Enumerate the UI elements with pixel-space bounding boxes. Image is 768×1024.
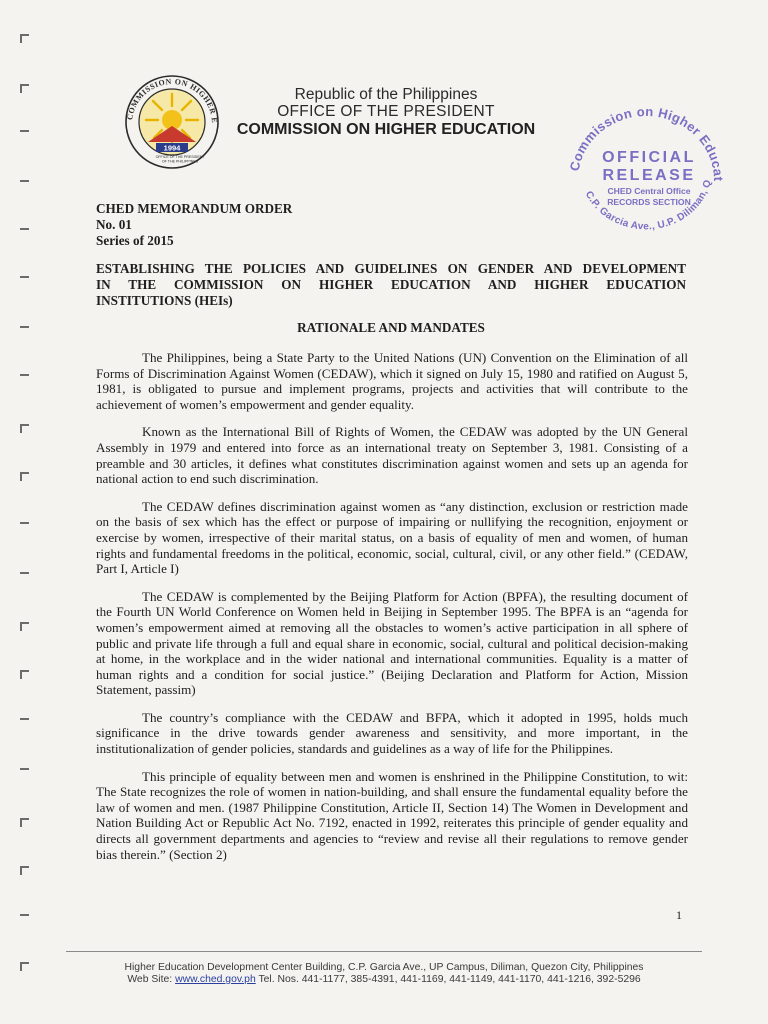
- binding-mark: [20, 472, 29, 474]
- stamp-central-office: CHED Central Office: [607, 186, 691, 196]
- stamp-bottom-text: C.P. Garcia Ave., U.P. Diliman, Q: [582, 178, 714, 233]
- footer-website-label: Web Site:: [127, 974, 173, 985]
- binding-mark: [20, 572, 29, 574]
- header-office: OFFICE OF THE PRESIDENT: [277, 103, 495, 120]
- stamp-records-section: RECORDS SECTION: [607, 197, 691, 207]
- binding-mark: [20, 914, 29, 916]
- binding-mark: [20, 622, 29, 624]
- official-release-stamp: [562, 100, 730, 250]
- binding-mark: [20, 670, 29, 672]
- ched-seal: [118, 70, 226, 170]
- binding-mark: [20, 34, 29, 36]
- footer-phones: Tel. Nos. 441-1177, 385-4391, 441-1169, 441-1149, 441-1170, 441-1216, 392-5296: [258, 974, 641, 985]
- binding-mark: [20, 866, 29, 868]
- footer-address: Higher Education Development Center Building, C.P. Garcia Ave., UP Campus, Diliman, Quezon City, Philippines: [124, 962, 644, 973]
- seal-ring-text: COMMISSION ON HIGHER E: [125, 76, 220, 124]
- binding-mark: [20, 374, 29, 376]
- seal-sub-text-1: OFFICE OF THE PRESIDENT: [155, 155, 205, 159]
- memo-id-block: [96, 201, 292, 249]
- binding-mark: [20, 228, 29, 230]
- paragraph: The Philippines, being a State Party to the United Nations (UN) Convention on the Elimination of all Forms of Discrimination Against Women (CEDAW), which it signed on July 15, 1980 and ratified on August 5, 1981, is obligated to pursue and implement programs, projects and activities that will contribute to the achievement of women’s empowerment and gender equality.: [96, 350, 688, 412]
- footer-website-link[interactable]: www.ched.gov.ph: [175, 974, 256, 985]
- binding-mark: [20, 180, 29, 182]
- memo-type: CHED MEMORANDUM ORDER: [96, 201, 293, 216]
- stamp-release: RELEASE: [602, 167, 696, 184]
- stamp-graphic: [562, 100, 730, 250]
- memo-number: No. 01: [96, 217, 132, 232]
- binding-mark: [20, 276, 29, 278]
- section-heading: RATIONALE AND MANDATES: [297, 320, 485, 335]
- paragraph: The CEDAW defines discrimination against women as “any distinction, exclusion or restriction made on the basis of sex which has the effect or purpose of impairing or nullifying the recognition, enjoyment or exercise by women, irrespective of their marital status, on a basis of equality of men and women, of human rights and fundamental freedoms in the political, economic, social, cultural, civil, or any other field.” (CEDAW, Part I, Article I): [96, 498, 688, 577]
- seal-year: 1994: [163, 143, 181, 153]
- seal-graphic: [118, 70, 226, 170]
- paragraph: The country’s compliance with the CEDAW and BFPA, which it adopted in 1995, holds much significance in the drive towards gender awareness and sensitivity, and more important, in the institutionalization of gender policies, standards and guidelines as a way of life for the Philippines.: [96, 709, 688, 757]
- header-commission: COMMISSION ON HIGHER EDUCATION: [236, 121, 536, 138]
- binding-mark: [20, 962, 29, 964]
- memo-title-line-2: IN THE COMMISSION ON HIGHER EDUCATION AND HIGHER EDUCATION: [96, 277, 686, 292]
- binding-mark: [20, 522, 29, 524]
- memo-title: [96, 261, 686, 309]
- paragraph: Known as the International Bill of Rights of Women, the CEDAW was adopted by the UN General Assembly in 1979 and entered into force as an international treaty on September 3, 1981. Consisting of a preamble and 30 articles, it defines what constitutes discrimination against women and sets up an agenda for national action to end such discrimination.: [96, 424, 688, 487]
- binding-mark: [20, 768, 29, 770]
- footer-divider: [66, 951, 702, 952]
- memo-title-line-3: INSTITUTIONS (HEIs): [96, 293, 233, 308]
- seal-sub-text-2: OF THE PHILIPPINES: [161, 159, 199, 164]
- stamp-official: OFFICIAL: [602, 149, 696, 166]
- binding-mark: [20, 818, 29, 820]
- binding-mark: [20, 424, 29, 426]
- body-text: [96, 350, 688, 874]
- memo-series: Series of 2015: [96, 233, 174, 248]
- memo-title-line-1: ESTABLISHING THE POLICIES AND GUIDELINES ON GENDER AND DEVELOPMENT: [96, 261, 686, 276]
- letterhead: [236, 86, 536, 140]
- footer-contact: [66, 974, 702, 986]
- binding-mark: [20, 718, 29, 720]
- binding-mark: [20, 130, 29, 132]
- footer: [66, 962, 702, 986]
- page-number: 1: [676, 908, 682, 922]
- paragraph: This principle of equality between men and women is enshrined in the Philippine Constitution, to wit: The State recognizes the role of women in nation-building, and shall ensure the fundamental equality before the law of women and men. (1987 Philippine Constitution, Article II, Section 14) The Women in Development and Nation Building Act or Republic Act No. 7192, enacted in 1992, reiterates this principle of gender equality and directs all government departments and agencies to “review and revise all their regulations to remove gender bias therein.” (Section 2): [96, 768, 688, 862]
- binding-mark: [20, 326, 29, 328]
- binding-mark: [20, 84, 29, 86]
- stamp-ring-text: Commission on Higher Educat: [566, 103, 727, 182]
- header-republic: Republic of the Philippines: [294, 86, 478, 103]
- paragraph: The CEDAW is complemented by the Beijing Platform for Action (BPFA), the resulting document of the Fourth UN World Conference on Women held in Beijing in September 1995. The BPFA is an “agenda for women’s empowerment aimed at removing all the obstacles to women’s active participation in all sphere of public and private life through a full and equal share in economic, social, cultural and political decision-making at home, in the workplace and in the wider national and international communities. Equality is a matter of human rights and a condition for social justice.” (Beijing Declaration and Platform for Action, Mission Statement, passim): [96, 588, 688, 698]
